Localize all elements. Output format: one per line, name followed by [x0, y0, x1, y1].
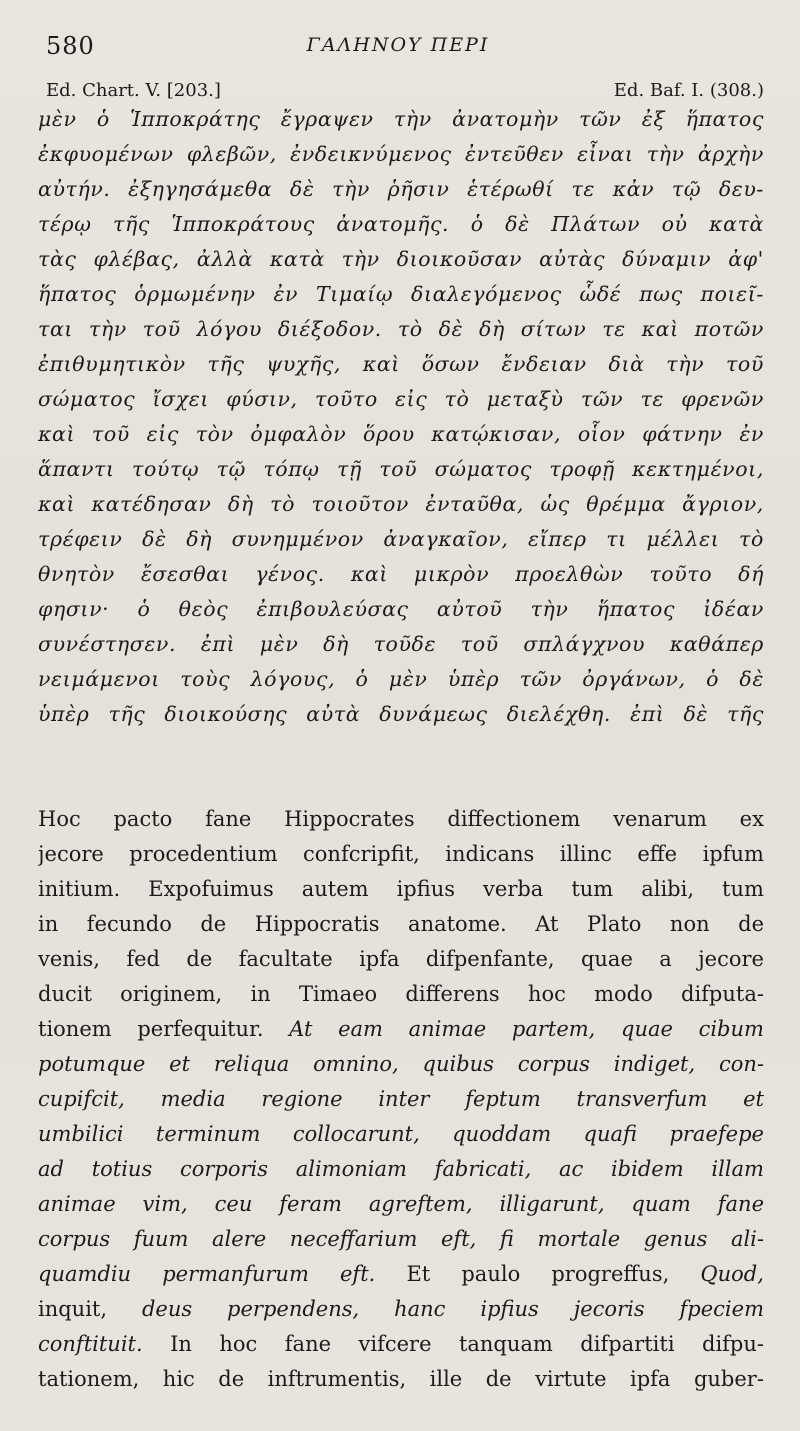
latin-text-line: quamdiu permanfurum eft. Et paulo progreffus, Quod, [38, 1262, 764, 1286]
greek-text-line: ὑπὲρ τῆς διοικούσης αὐτὰ δυνάμεως διελέχθη. ἐπὶ δὲ τῆς [38, 702, 764, 726]
greek-text-line: αὐτήν. ἐξηγησάμεθα δὲ τὴν ῥῆσιν ἑτέρωθί τε κἀν τῷ δευ- [38, 177, 764, 201]
greek-text-line: καὶ τοῦ εἰς τὸν ὀμφαλὸν ὅρου κατῴκισαν, οἷον φάτνην ἐν [38, 422, 764, 446]
greek-text-line: φησιν· ὁ θεὸς ἐπιβουλεύσας αὐτοῦ τὴν ἥπατος ἰδέαν [38, 597, 764, 621]
running-title: ΓΑΛΗΝΟΥ ΠΕΡΙ [306, 34, 490, 56]
latin-translation-block [38, 802, 764, 1397]
greek-text-line: νειμάμενοι τοὺς λόγους, ὁ μὲν ὑπὲρ τῶν ὀργάνων, ὁ δὲ [38, 667, 764, 691]
latin-text-line: jecore procedentium confcripfit, indicans illinc effe ipfum [38, 842, 764, 866]
greek-text-line: συνέστησεν. ἐπὶ μὲν δὴ τοῦδε τοῦ σπλάγχνου καθάπερ [38, 632, 764, 656]
latin-text-line: animae vim, ceu feram agreftem, illigarunt, quam fane [38, 1192, 764, 1216]
greek-text-line: τὰς φλέβας, ἀλλὰ κατὰ τὴν διοικοῦσαν αὐτὰς δύναμιν ἀφ' [38, 247, 764, 271]
greek-text-block [38, 102, 764, 732]
greek-text-line: θνητὸν ἔσεσθαι γένος. καὶ μικρὸν προελθὼν τοῦτο δή [38, 562, 764, 586]
greek-text-line: ἥπατος ὁρμωμένην ἐν Τιμαίῳ διαλεγόμενος ὧδέ πως ποιεῖ- [38, 282, 764, 306]
page-number: 580 [46, 32, 95, 60]
greek-text-line: τέρῳ τῆς Ἱπποκράτους ἀνατομῆς. ὁ δὲ Πλάτων οὐ κατὰ [38, 212, 764, 236]
latin-text-line: tionem perfequitur. At eam animae partem, quae cibum [38, 1017, 764, 1041]
greek-text-line: μὲν ὁ Ἱπποκράτης ἔγραψεν τὴν ἀνατομὴν τῶν ἐξ ἥπατος [38, 107, 764, 131]
greek-text-line: ἐκφυομένων φλεβῶν, ἐνδεικνύμενος ἐντεῦθεν εἶναι τὴν ἀρχὴν [38, 142, 764, 166]
latin-text-line: cupifcit, media regione inter feptum transverfum et [38, 1087, 764, 1111]
greek-text-line: ἅπαντι τούτῳ τῷ τόπῳ τῇ τοῦ σώματος τροφῇ κεκτημένοι, [38, 457, 764, 481]
greek-text-line: ἐπιθυμητικὸν τῆς ψυχῆς, καὶ ὅσων ἔνδειαν διὰ τὴν τοῦ [38, 352, 764, 376]
greek-text-line: σώματος ἴσχει φύσιν, τοῦτο εἰς τὸ μεταξὺ τῶν τε φρενῶν [38, 387, 764, 411]
latin-text-line: ducit originem, in Timaeo differens hoc modo difputa- [38, 982, 764, 1006]
greek-text-line: καὶ κατέδησαν δὴ τὸ τοιοῦτον ἐνταῦθα, ὡς θρέμμα ἄγριον, [38, 492, 764, 516]
greek-text-line: ται τὴν τοῦ λόγου διέξοδον. τὸ δὲ δὴ σίτων τε καὶ ποτῶν [38, 317, 764, 341]
latin-text-line: potumque et reliqua omnino, quibus corpus indiget, con- [38, 1052, 764, 1076]
edition-chart-reference: Ed. Chart. V. [203.] [46, 80, 221, 101]
latin-text-line: umbilici terminum collocarunt, quoddam quafi praefepe [38, 1122, 764, 1146]
latin-text-line: Hoc pacto fane Hippocrates diffectionem venarum ex [38, 807, 764, 831]
latin-text-line: initium. Expofuimus autem ipfius verba tum alibi, tum [38, 877, 764, 901]
edition-basel-reference: Ed. Baf. I. (308.) [613, 80, 764, 101]
latin-text-line: inquit, deus perpendens, hanc ipfius jecoris fpeciem [38, 1297, 764, 1321]
latin-text-line: tationem, hic de inftrumentis, ille de virtute ipfa guber- [38, 1367, 764, 1391]
page-header [46, 30, 750, 64]
greek-text-line: τρέφειν δὲ δὴ συνημμένον ἀναγκαῖον, εἴπερ τι μέλλει τὸ [38, 527, 764, 551]
latin-text-line: in fecundo de Hippocratis anatome. At Plato non de [38, 912, 764, 936]
latin-text-line: venis, fed de facultate ipfa difpenfante, quae a jecore [38, 947, 764, 971]
latin-text-line: corpus fuum alere neceffarium eft, fi mortale genus ali- [38, 1227, 764, 1251]
latin-text-line: conftituit. In hoc fane vifcere tanquam difpartiti difpu- [38, 1332, 764, 1356]
latin-text-line: ad totius corporis alimoniam fabricati, ac ibidem illam [38, 1157, 764, 1181]
